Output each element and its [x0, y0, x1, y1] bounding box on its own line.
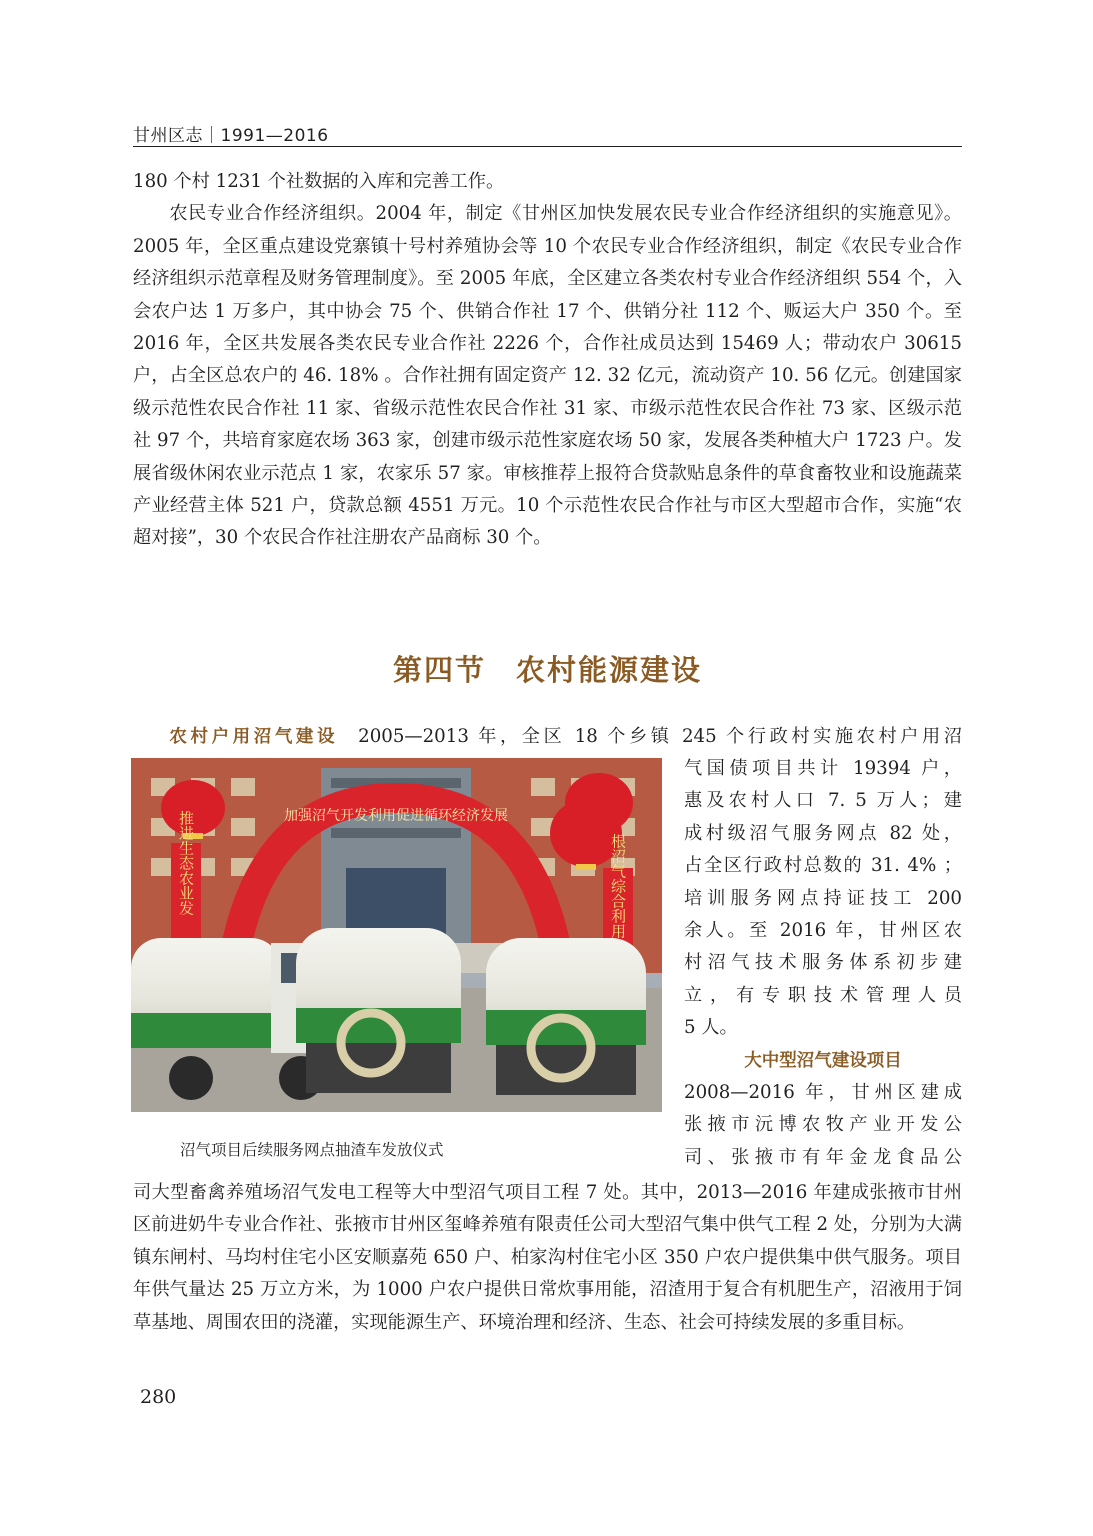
- side-line: 占全区行政村总数的 31. 4% ；: [684, 855, 962, 877]
- side-line: 村沼气技术服务体系初步建: [684, 952, 962, 974]
- side-line: 司、张掖市有年金龙食品公: [684, 1146, 962, 1168]
- side-line: 立，有专职技术管理人员: [684, 984, 962, 1006]
- side-line: 成村级沼气服务网点 82 处，: [684, 822, 962, 844]
- side-line: 余人。至 2016 年，甘州区农: [684, 920, 962, 942]
- header-rule: [133, 146, 962, 147]
- paragraph-large-biogas: 司大型畜禽养殖场沼气发电工程等大中型沼气项目工程 7 处。其中，2013—2016 年建成张掖市甘州区前进奶牛专业合作社、张掖市甘州区玺峰养殖有限责任公司大型沼气集中供气工程 2 处，分别为大满镇东闸村、马均村住宅小区安顺嘉苑 650 户、柏家沟村住宅小区 350 户农户提供集中供气服务。项目年供气量达 25 万立方米，为 1000 户农户提供日常炊事用能，沼渣用于复合有机肥生产，沼液用于饲草基地、周围农田的浇灌，实现能源生产、环境治理和经济、生态、社会可持续发展的多重目标。: [133, 1182, 962, 1333]
- arch-banner-text: 加强沼气开发利用促进循环经济发展: [284, 808, 508, 824]
- bottom-text-block: [133, 1177, 962, 1339]
- section-name: 农村能源建设: [516, 653, 703, 687]
- subhead-large-biogas: 大中型沼气建设项目: [744, 1050, 902, 1071]
- photo-caption: 沼气项目后续服务网点抽渣车发放仪式: [180, 1141, 444, 1159]
- left-banner-text: 推进生态农业发: [177, 810, 195, 916]
- biogas-first-line: [133, 721, 962, 753]
- paragraph-2: 农民专业合作经济组织。2004 年，制定《甘州区加快发展农民专业合作经济组织的实施意见》。2005 年，全区重点建设党寨镇十号村养殖协会等 10 个农民专业合作经济组织，制定《农民专业合作经济组织示范章程及财务管理制度》。至 2005 年底，全区建立各类农村专业合作经济组织 554 个，入会农户达 1 万多户，其中协会 75 个、供销合作社 17 个、供销分社 112 个、贩运大户 350 个。至 2016 年，全区共发展各类农民专业合作社 2226 个，合作社成员达到 15469 人；带动农户 30615 户，占全区总农户的 46. 18% 。合作社拥有固定资产 12. 32 亿元，流动资产 10. 56 亿元。创建国家级示范性农民合作社 11 家、省级示范性农民合作社 31 家、市级示范性农民合作社 73 家、区级示范社 97 个，共培育家庭农场 363 家，创建市级示范性家庭农场 50 家，发展各类种植大户 1723 户。发展省级休闲农业示范点 1 家，农家乐 57 家。审核推荐上报符合贷款贴息条件的草食畜牧业和设施蔬菜产业经营主体 521 户，贷款总额 4551 万元。10 个示范性农民合作社与市区大型超市合作，实施“农超对接”，30 个农民合作社注册农产品商标 30 个。: [133, 203, 962, 549]
- side-line: 气国债项目共计 19394 户，: [684, 758, 962, 779]
- running-header: 甘州区志｜1991—2016: [133, 126, 329, 146]
- side-line: 5 人。: [684, 1017, 738, 1039]
- photo-biogas-ceremony: [131, 758, 662, 1112]
- right-banner-text: 根沼气综合利用: [609, 833, 627, 939]
- side-column: [684, 753, 962, 1174]
- page-number: 280: [140, 1386, 177, 1408]
- top-text-block: [133, 166, 962, 555]
- paragraph-1: 180 个村 1231 个社数据的入库和完善工作。: [133, 171, 505, 192]
- section-number: 第四节: [392, 653, 486, 687]
- side-line: 2008—2016 年，甘州区建成: [684, 1082, 962, 1104]
- biogas-first-line-text: 2005—2013 年，全区 18 个乡镇 245 个行政村实施农村户用沼: [358, 726, 963, 747]
- subhead-large-biogas-row: [684, 1045, 962, 1077]
- section-title: [133, 648, 962, 689]
- subhead-household-biogas: 农村户用沼气建设: [169, 727, 339, 747]
- side-line: 张掖市沅博农牧产业开发公: [684, 1114, 962, 1136]
- side-line: 惠及农村人口 7. 5 万人；建: [684, 790, 962, 812]
- side-line: 培训服务网点持证技工 200: [684, 887, 962, 909]
